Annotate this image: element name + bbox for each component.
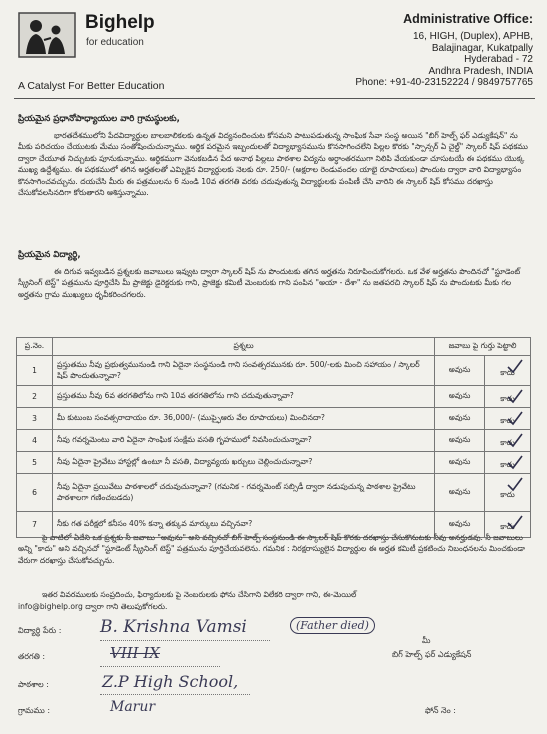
brand-name: Bighelp xyxy=(85,12,155,33)
header-no: ప్ర.నెం. xyxy=(17,338,53,356)
answer-no-option[interactable] xyxy=(485,430,531,452)
question-text: నీకు గత పరీక్షలో కనీసం 40% కన్నా తక్కువ మార్కులు వచ్చినవా? xyxy=(52,512,434,538)
school-handwritten[interactable]: Z.P High School, xyxy=(102,672,239,691)
student-greeting: ప్రియమైన విద్యార్థి, xyxy=(18,250,81,260)
checkmark-icon xyxy=(506,432,524,450)
question-text: ప్రస్తుతము నీవు 6వ తరగతిలోను గాని 10వ తరగతిలోను గాని చదువుతున్నావా? xyxy=(52,386,434,408)
school-label: పాఠశాల : xyxy=(18,680,49,689)
question-text: నీవు ఏదైనా ప్రయివేటు పాఠశాలలో చదువుచున్నావా? (గమనిక - గవర్నమెంట్ సబ్సిడీ ద్వారా నడుపుచున్న పాఠశాల ప్రైవేటు పాఠశాలగా గణించబడదు) xyxy=(52,474,434,512)
office-title: Administrative Office: xyxy=(403,12,533,26)
instructions-paragraph: ఈ దిగువ ఇవ్వబడిన ప్రశ్నలకు జవాబులు ఇవ్వుట ద్వారా స్కాలర్ షిప్ ను పొందుటకు తగిన అర్హతను నిరూపించుకోగలరు. ఒక వేళ అర్హతను పొందినచో "స్టూడెంట్ స్క్రీనింగ్ టెస్ట్" పత్రమును పూర్తిచేసి మీ ప్రాజెక్టు డైరెక్టరుకు గాని, ప్రాజెక్టు కమిటీ మెంబరుకు గాని పంపిన "అయా - దేశా" ను జతపరచి స్కాలర్ షిప్ ను పొందుటకు మీకు గల అర్హతను గ్రామ ముఖ్యులు ధృవీకరించగలరు. xyxy=(18,267,521,299)
header-divider xyxy=(14,98,535,99)
answer-yes-option[interactable]: అవును xyxy=(435,408,485,430)
question-number: 5 xyxy=(17,452,53,474)
table-row xyxy=(17,452,531,474)
answer-no-label: కాదు xyxy=(500,490,515,499)
answer-yes-option[interactable]: అవును xyxy=(435,430,485,452)
address-line: 16, HIGH, (Duplex), APHB, xyxy=(412,31,533,42)
intro-paragraph: భారతదేశములోని పేదవిద్యార్థుల బాలబాలికలకు ఉన్నత విద్యనందించుట కోసమని పాటుపడుతున్న సాంఘిక సేవా సంస్థ అయిన "బిగ్ హెల్ప్ ఫర్ ఎడ్యుకేషన్" ను మీకు పరిచయం చేయుటకు మేము సంతోషించుచున్నాము. ఆర్థిక పరమైన ఇబ్బందులతో విద్యాభ్యాసమును కొనసాగించలేని పిల్లల కొరకు "స్పాన్సర్ ఏ చైల్డ్" స్కాలర్ షిప్ పథకము ద్వారా చేయూత నిచ్చుటకు పూనుకున్నాము. ఆర్థికముగా వెనుకబడిన పేద అనాథ పిల్లలు పాఠశాల విద్యను అర్ధాంతరముగా నిలిపి వేయకుండా చూసుటయే ఈ పథకము యొక్క ముఖ్య ఉద్దేశ్యము. ఈ పథకములో తగిన అర్హతలతో ఎమ్పికైన విద్యార్థులకు నెలకు రూ. 250/- (అక్షరాల రెండువందల యాభై రూపాయలు) పొందుట ద్వారా వారి విద్యాభ్యాసం కొనసాగించవచ్చును. దయచేసి మీరు ఈ పత్రములను 6 నుండి 10వ తరగతి వరకు చదువుతున్న విద్యార్థులకు పంపిణీ చేసి వారిని ఈ స్కాలర్ షిప్ కోసము దరఖాస్తు చేసుకోవలసినదిగా కోరుతారని ఆశిస్తున్నాము. xyxy=(18,131,528,198)
question-text: నీవు గవర్నమెంటు వారి ఏదైనా సాంఘిక సంక్షేమ వసతి గృహములో నివసించుచున్నావా? xyxy=(52,430,434,452)
greeting: ప్రియమైన ప్రధానోపాధ్యాయుల వారి గ్రామస్థులకు, xyxy=(18,114,180,124)
answer-no-label: కాదు xyxy=(500,368,515,377)
answer-yes-option[interactable]: అవును xyxy=(435,386,485,408)
answer-yes-option[interactable]: అవును xyxy=(435,512,485,538)
answer-yes-option[interactable]: అవును xyxy=(435,452,485,474)
question-text: ప్రస్తుతము నీవు ప్రభుత్వమునుండి గాని ఏదైనా సంస్థనుండి గాని సంవత్సరమునకు రూ. 500/-లకు మించి సహాయం / స్కాలర్ షిప్ పొందుతున్నావా? xyxy=(52,356,434,386)
answer-no-option[interactable] xyxy=(485,408,531,430)
question-number: 7 xyxy=(17,512,53,538)
answer-no-option[interactable] xyxy=(485,474,531,512)
table-row xyxy=(17,386,531,408)
header-question: ప్రశ్నలు xyxy=(52,338,434,356)
question-text: నీవు ఏదైనా ప్రైవేటు హాస్టల్లో ఉంటూ నీ వసతి, విద్యావ్యయ ఖర్చులు చెల్లించుచున్నావా? xyxy=(52,452,434,474)
checkmark-icon xyxy=(506,410,524,428)
closing-paragraph: పై వాటిలో ఏదేని ఒక ప్రశ్నకు నీ జవాబు "అవును" అని వచ్చినచో బిగ్ హెల్ప్ సంస్థనుండి ఈ స్కాలర్ షిప్ కొరకు దరఖాస్తు చేసుకొనుటకు నీవు అనర్హుడవు. నీ జవాబులు అన్ని "కాదు" అని వచ్చినచో "స్టూడెంట్ స్క్రీనింగ్ టెస్ట్" పత్రమును పూర్తిచేయవలెను. గమనిక : నిరక్షరాస్యులైన విద్యార్థుల ఈ అర్హత కమిటీ ప్రకటించు నిబంధనలను మించకుండా వేరుగా దరఖాస్తు చేసుకోవచ్చును. xyxy=(18,533,526,565)
name-line xyxy=(100,640,270,641)
org-signature-label: బిగ్ హెల్ప్ ఫర్ ఎడ్యుకేషన్ xyxy=(392,650,472,659)
contact-paragraph: ఇతర వివరములకు సంప్రదించు, ఫిర్యాదులకు పై నెంబరులకు ఫోను చేసిగాని విలేకరి ద్వారా గాని, ఈ-మెయిల్ xyxy=(42,590,357,599)
answer-no-label: కాదు xyxy=(500,460,515,469)
checkmark-icon xyxy=(506,388,524,406)
tagline: A Catalyst For Better Education xyxy=(18,80,165,92)
contact-email: info@bighelp.org ద్వారా గాని తెలుపుకోగలరు. xyxy=(18,602,168,611)
question-number: 3 xyxy=(17,408,53,430)
address-line: Balajinagar, Kukatpally xyxy=(431,42,533,54)
answer-no-option[interactable] xyxy=(485,452,531,474)
question-number: 2 xyxy=(17,386,53,408)
name-note-handwritten: (Father died) xyxy=(290,617,375,634)
answer-no-label: కాదు xyxy=(500,394,515,403)
table-row xyxy=(17,408,531,430)
class-handwritten[interactable]: VIII IX xyxy=(110,644,160,662)
office-address-block xyxy=(333,12,533,89)
answer-no-label: కాదు xyxy=(500,522,515,531)
checkmark-icon xyxy=(506,476,524,494)
name-label: విద్యార్థి పేరు : xyxy=(18,626,62,635)
question-number: 1 xyxy=(17,356,53,386)
address-line: Andhra Pradesh, INDIA xyxy=(428,65,533,77)
brand-subtitle: for education xyxy=(86,37,144,48)
school-line xyxy=(100,694,250,695)
eligibility-questions-table xyxy=(16,337,531,538)
table-row xyxy=(17,474,531,512)
address-line: Hyderabad - 72 xyxy=(464,54,533,66)
header-answer: జవాబు పై గుర్తు పెట్టాలి xyxy=(435,338,531,356)
checkmark-icon xyxy=(506,454,524,472)
checkmark-icon xyxy=(506,514,524,532)
question-number: 4 xyxy=(17,430,53,452)
checkmark-icon xyxy=(506,358,524,376)
answer-no-label: కాదు xyxy=(500,438,515,447)
question-number: 6 xyxy=(17,474,53,512)
class-line xyxy=(100,666,220,667)
answer-no-label: కాదు xyxy=(500,416,515,425)
class-label: తరగతి : xyxy=(18,652,46,661)
answer-no-option[interactable] xyxy=(485,386,531,408)
question-text: మీ కుటుంబ సంవత్సరాదాయం రూ. 36,000/- (ముప్ఫైఆరు వేల రూపాయలు) మించినదా? xyxy=(52,408,434,430)
phone-line: Phone: +91-40-23152224 / 9849757765 xyxy=(355,77,533,89)
student-name-handwritten[interactable]: B. Krishna Vamsi xyxy=(100,617,247,637)
answer-no-option[interactable] xyxy=(485,356,531,386)
table-header-row xyxy=(17,338,531,356)
phone-label: ఫోన్ నెం : xyxy=(425,706,456,715)
village-handwritten[interactable]: Marur xyxy=(110,699,156,715)
answer-yes-option[interactable]: అవును xyxy=(435,474,485,512)
table-row xyxy=(17,430,531,452)
table-row xyxy=(17,356,531,386)
answer-yes-option[interactable]: అవును xyxy=(435,356,485,386)
bighelp-logo-icon xyxy=(18,12,76,58)
yours-label: మీ xyxy=(422,636,431,645)
village-label: గ్రామము : xyxy=(18,706,51,715)
